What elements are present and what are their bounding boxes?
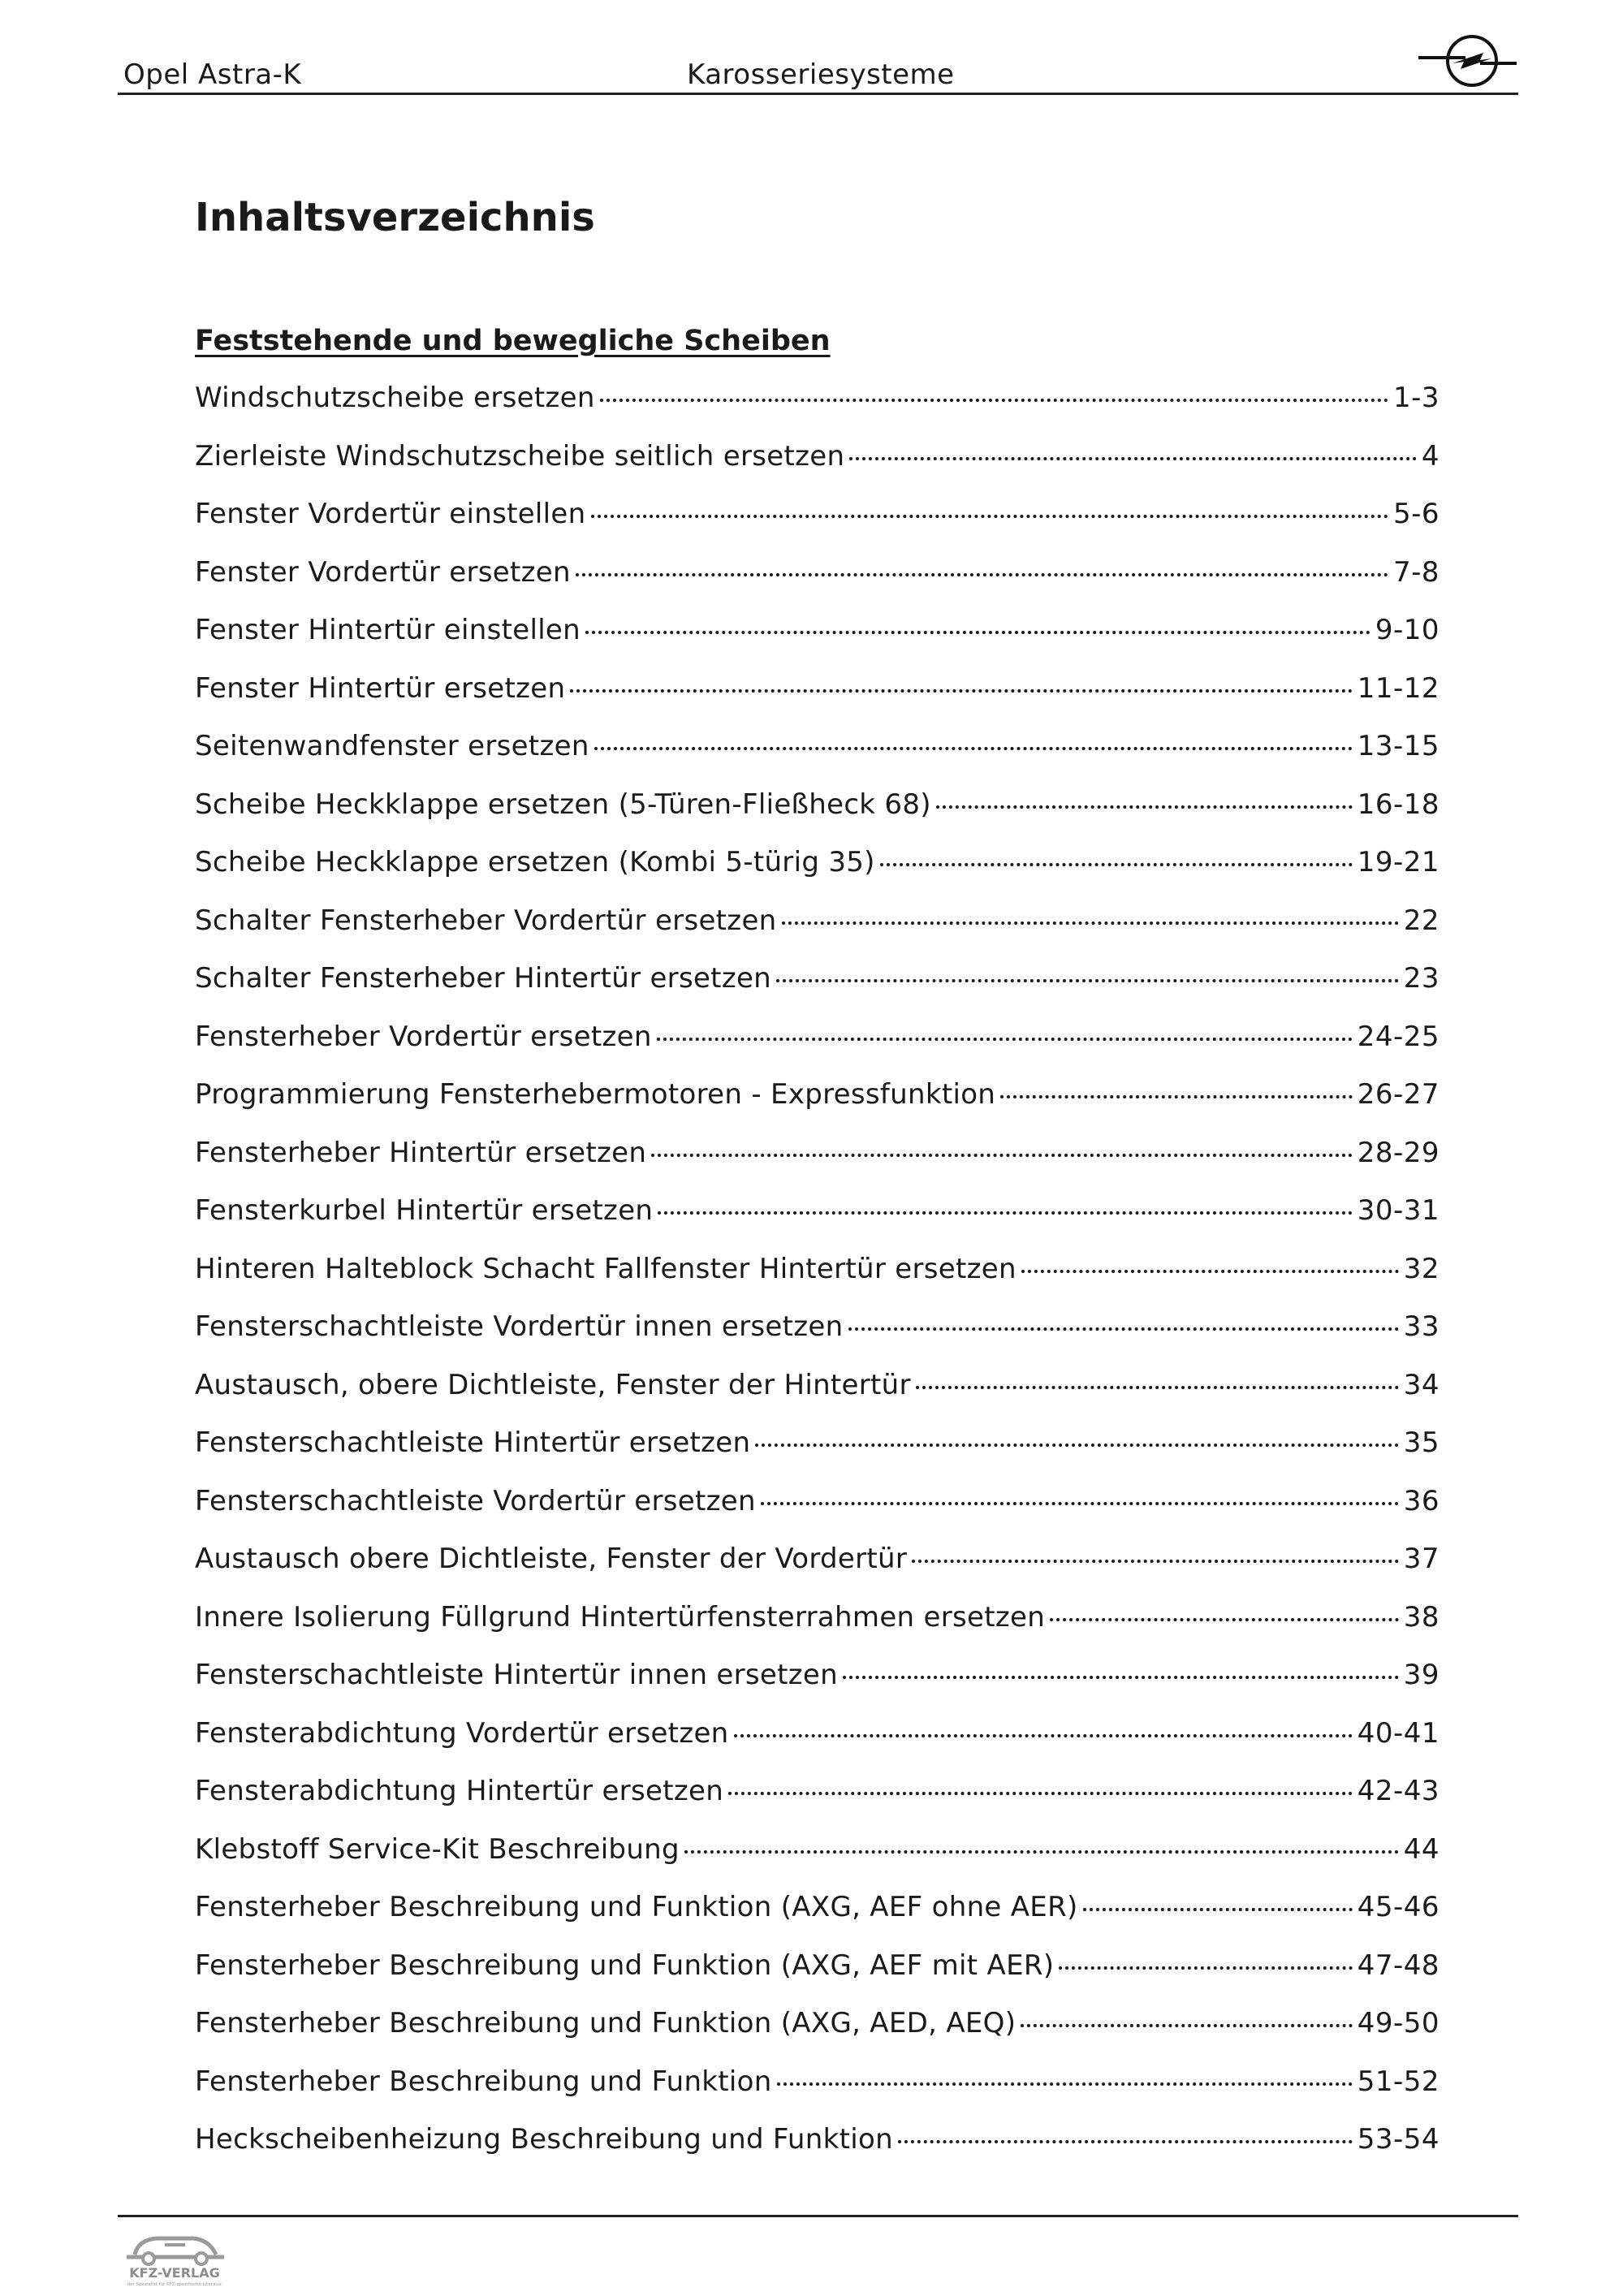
toc-entry-label: Hinteren Halteblock Schacht Fallfenster Hintertür ersetzen (195, 1252, 1017, 1285)
toc-entry-label: Programmierung Fensterhebermotoren - Expressfunktion (195, 1078, 996, 1111)
toc-leader-dots (1021, 1270, 1399, 1273)
toc-entry-label: Fenster Hintertür ersetzen (195, 671, 566, 705)
toc-entry (195, 1543, 1440, 1601)
toc-entry-page: 28-29 (1357, 1136, 1440, 1169)
toc-list (195, 382, 1440, 2182)
toc-entry-page: 13-15 (1357, 730, 1440, 762)
toc-entry-label: Fensterschachtleiste Vordertür innen ersetzen (195, 1310, 844, 1343)
toc-entry-page: 23 (1403, 962, 1440, 995)
toc-leader-dots (570, 689, 1352, 693)
toc-entry (195, 440, 1440, 498)
toc-entry-label: Fensterheber Beschreibung und Funktion (AXG, AEF mit AER) (195, 1949, 1055, 1982)
toc-leader-dots (585, 631, 1370, 634)
toc-entry (195, 730, 1440, 788)
toc-entry-label: Fensterheber Beschreibung und Funktion (AXG, AEF ohne AER) (195, 1891, 1078, 1923)
toc-entry-page: 4 (1421, 439, 1440, 473)
toc-leader-dots (761, 1502, 1399, 1505)
toc-leader-dots (591, 515, 1388, 518)
toc-entry-page: 24-25 (1357, 1020, 1440, 1053)
toc-entry-label: Fensterkurbel Hintertür ersetzen (195, 1194, 654, 1227)
toc-leader-dots (734, 1734, 1353, 1737)
toc-leader-dots (651, 1154, 1353, 1157)
toc-leader-dots (848, 1327, 1399, 1331)
toc-leader-dots (1000, 1095, 1353, 1098)
toc-entry (195, 2065, 1440, 2124)
toc-entry-page: 19-21 (1357, 846, 1440, 878)
toc-entry-label: Austausch, obere Dichtleiste, Fenster der Hintertür (195, 1368, 911, 1401)
toc-entry (195, 1659, 1440, 1717)
toc-entry-page: 30-31 (1357, 1194, 1440, 1227)
toc-entry-label: Schalter Fensterheber Hintertür ersetzen (195, 962, 772, 995)
toc-entry (195, 614, 1440, 672)
toc-entry-page: 44 (1403, 1832, 1440, 1866)
toc-entry-label: Seitenwandfenster ersetzen (195, 730, 589, 762)
toc-entry-label: Fensterschachtleiste Hintertür ersetzen (195, 1426, 751, 1459)
toc-entry (195, 1775, 1440, 1833)
toc-entry (195, 2007, 1440, 2065)
toc-leader-dots (782, 921, 1399, 925)
toc-leader-dots (1083, 1908, 1353, 1911)
toc-entry (195, 672, 1440, 731)
toc-entry-label: Fensterabdichtung Hintertür ersetzen (195, 1775, 724, 1807)
toc-entry (195, 1194, 1440, 1253)
toc-leader-dots (916, 1386, 1399, 1389)
toc-entry-label: Klebstoff Service-Kit Beschreibung (195, 1832, 680, 1866)
toc-entry-label: Scheibe Heckklappe ersetzen (Kombi 5-türig 35) (195, 846, 875, 878)
toc-leader-dots (1021, 2024, 1352, 2027)
toc-entry (195, 556, 1440, 615)
toc-entry-page: 40-41 (1357, 1716, 1440, 1750)
toc-leader-dots (777, 2082, 1353, 2086)
toc-entry-label: Scheibe Heckklappe ersetzen (5-Türen-Fließheck 68) (195, 788, 931, 821)
toc-entry-label: Fensterschachtleiste Vordertür ersetzen (195, 1484, 756, 1517)
toc-entry-page: 22 (1403, 904, 1440, 937)
toc-entry (195, 788, 1440, 847)
toc-entry-page: 38 (1403, 1600, 1440, 1634)
section-heading: Feststehende und bewegliche Scheiben (195, 325, 831, 357)
toc-entry-page: 5-6 (1392, 498, 1440, 530)
toc-entry (195, 1601, 1440, 1659)
toc-entry (195, 1485, 1440, 1543)
toc-entry-label: Windschutzscheibe ersetzen (195, 382, 595, 414)
toc-entry-page: 51-52 (1357, 2065, 1440, 2098)
header-rule (118, 93, 1518, 95)
toc-entry-page: 53-54 (1357, 2123, 1440, 2156)
toc-leader-dots (1050, 1618, 1399, 1621)
toc-leader-dots (1059, 1966, 1352, 1970)
kfz-verlag-logo-icon (120, 2220, 230, 2290)
toc-entry (195, 846, 1440, 904)
toc-leader-dots (684, 1850, 1399, 1854)
toc-entry (195, 1891, 1440, 1949)
toc-entry-label: Fensterheber Vordertür ersetzen (195, 1020, 652, 1053)
page-title: Inhaltsverzeichnis (195, 195, 595, 240)
toc-entry (195, 1021, 1440, 1079)
toc-entry (195, 1137, 1440, 1195)
toc-entry-label: Fensterschachtleiste Hintertür innen ersetzen (195, 1659, 838, 1691)
toc-entry-page: 42-43 (1357, 1775, 1440, 1807)
toc-leader-dots (936, 805, 1353, 809)
header-topic: Karosseriesysteme (687, 58, 955, 91)
toc-entry-page: 47-48 (1357, 1949, 1440, 1982)
toc-entry-label: Heckscheibenheizung Beschreibung und Funktion (195, 2123, 893, 2156)
toc-leader-dots (594, 747, 1353, 750)
toc-entry-page: 32 (1403, 1252, 1440, 1285)
footer-tagline: der Spezialist für KFZ-spezifische Literatur (127, 2282, 222, 2287)
toc-entry (195, 1949, 1440, 2008)
opel-logo-icon (1417, 31, 1518, 92)
toc-leader-dots (898, 2140, 1353, 2143)
toc-entry (195, 382, 1440, 440)
toc-entry-page: 9-10 (1375, 614, 1440, 646)
toc-leader-dots (657, 1038, 1353, 1041)
toc-entry-page: 1-3 (1392, 382, 1440, 414)
toc-entry (195, 1078, 1440, 1137)
toc-leader-dots (600, 399, 1388, 402)
toc-leader-dots (658, 1211, 1352, 1215)
toc-entry (195, 904, 1440, 963)
toc-entry-label: Fenster Vordertür einstellen (195, 498, 586, 530)
toc-leader-dots (728, 1792, 1353, 1795)
toc-entry-label: Fensterheber Beschreibung und Funktion (195, 2065, 772, 2098)
toc-entry-page: 39 (1403, 1659, 1440, 1691)
toc-entry-page: 7-8 (1392, 555, 1440, 589)
toc-leader-dots (776, 979, 1399, 982)
toc-entry-label: Fenster Hintertür einstellen (195, 614, 581, 646)
toc-entry-label: Innere Isolierung Füllgrund Hintertürfensterrahmen ersetzen (195, 1600, 1046, 1634)
toc-entry (195, 962, 1440, 1021)
toc-entry (195, 1717, 1440, 1776)
toc-entry-label: Fensterabdichtung Vordertür ersetzen (195, 1716, 729, 1750)
toc-entry (195, 1833, 1440, 1892)
toc-entry-page: 37 (1403, 1543, 1440, 1575)
toc-entry (195, 1426, 1440, 1485)
toc-entry-page: 33 (1403, 1310, 1440, 1343)
toc-entry-label: Austausch obere Dichtleiste, Fenster der Vordertür (195, 1543, 908, 1575)
toc-entry-label: Fensterheber Hintertür ersetzen (195, 1136, 647, 1169)
toc-leader-dots (849, 457, 1417, 460)
toc-entry (195, 1310, 1440, 1369)
toc-entry-label: Zierleiste Windschutzscheibe seitlich ersetzen (195, 439, 845, 473)
toc-leader-dots (880, 863, 1353, 866)
toc-entry (195, 2123, 1440, 2182)
footer-rule (118, 2215, 1518, 2217)
toc-entry-label: Schalter Fensterheber Vordertür ersetzen (195, 904, 777, 937)
toc-entry-page: 35 (1403, 1426, 1440, 1459)
header-model: Opel Astra-K (123, 58, 302, 91)
toc-entry-page: 34 (1403, 1368, 1440, 1401)
toc-entry-page: 45-46 (1357, 1891, 1440, 1923)
toc-entry-page: 26-27 (1357, 1078, 1440, 1111)
toc-entry-page: 49-50 (1357, 2007, 1440, 2039)
toc-entry (195, 498, 1440, 556)
toc-leader-dots (755, 1444, 1398, 1447)
toc-entry-page: 11-12 (1357, 671, 1440, 705)
toc-entry-page: 36 (1403, 1484, 1440, 1517)
footer-brand: KFZ-VERLAG (129, 2265, 220, 2281)
toc-entry (195, 1253, 1440, 1311)
toc-entry-page: 16-18 (1357, 788, 1440, 821)
toc-entry-label: Fensterheber Beschreibung und Funktion (AXG, AED, AEQ) (195, 2007, 1017, 2039)
toc-leader-dots (912, 1560, 1399, 1563)
toc-entry (195, 1369, 1440, 1427)
toc-leader-dots (843, 1676, 1399, 1679)
toc-entry-label: Fenster Vordertür ersetzen (195, 555, 571, 589)
toc-leader-dots (576, 573, 1388, 576)
